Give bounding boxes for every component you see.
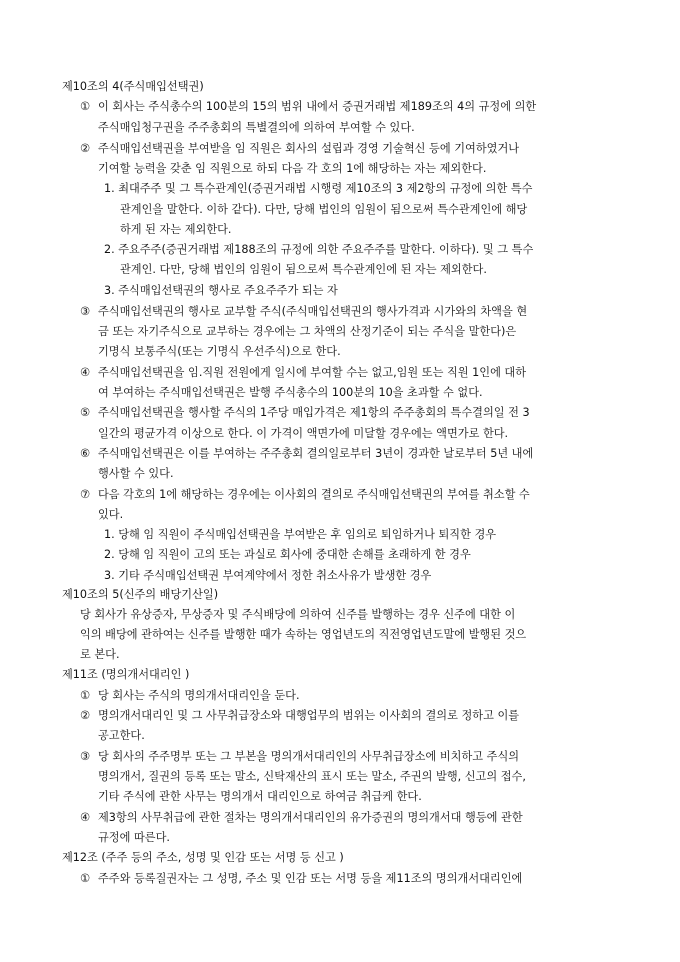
list-item: 관계인. 다만, 당해 법인의 임원이 됨으로써 특수관계인에 된 자는 제외한다. — [120, 263, 487, 276]
article-body-line: 익의 배당에 관하여는 신주를 발행한 때가 속하는 영업년도의 직전영업년도말에 발행된 것으 — [80, 628, 527, 641]
paragraph-1-line: ① 이 회사는 주식총수의 100분의 15의 범위 내에서 증권거래법 제189조의 4의 규정에 의한 — [80, 100, 537, 113]
list-item: 2. 당해 임 직원이 고의 또는 과실로 회사에 중대한 손해를 초래하게 한 경우 — [104, 548, 471, 561]
article-body-line: 로 본다. — [80, 648, 120, 661]
paragraph-marker: ④ — [80, 811, 91, 824]
paragraph-4-line: 규정에 따른다. — [98, 831, 170, 844]
paragraph-3-line: ③ 당 회사의 주주명부 또는 그 부본을 명의개서대리인의 사무취급장소에 비치하고 주식의 — [80, 750, 520, 763]
paragraph-marker: ⑦ — [80, 488, 91, 501]
paragraph-marker: ① — [80, 872, 91, 885]
paragraph-1-line: 주식매입청구권을 주주총회의 특별결의에 의하여 부여할 수 있다. — [98, 121, 415, 134]
paragraph-marker: ② — [80, 142, 91, 155]
paragraph-marker: ④ — [80, 366, 91, 379]
article-10-4-title: 제10조의 4(주식매입선택권) — [62, 80, 204, 93]
paragraph-2-line: 기여할 능력을 갖춘 임 직원으로 하되 다음 각 호의 1에 해당하는 자는 제외한다. — [98, 162, 487, 175]
paragraph-6-line: ⑥ 주식매입선택권은 이를 부여하는 주주총회 결의일로부터 3년이 경과한 날로부터 5년 내에 — [80, 447, 534, 460]
paragraph-3-line: 금 또는 자기주식으로 교부하는 경우에는 그 차액의 산정기준이 되는 주식을 말한다)은 — [98, 325, 517, 338]
paragraph-7-line: 있다. — [98, 508, 124, 521]
paragraph-3-line: 기타 주식에 관한 사무는 명의개서 대리인으로 하여금 취급케 한다. — [98, 790, 422, 803]
paragraph-marker: ⑥ — [80, 447, 91, 460]
paragraph-3-line: 명의개서, 질권의 등록 또는 말소, 신탁재산의 표시 또는 말소, 주권의 발행, 신고의 접수, — [98, 770, 526, 783]
article-12-title: 제12조 (주주 등의 주소, 성명 및 인감 또는 서명 등 신고 ) — [62, 851, 344, 864]
list-item: 3. 기타 주식매입선택권 부여계약에서 정한 취소사유가 발생한 경우 — [104, 569, 432, 582]
paragraph-marker: ③ — [80, 305, 91, 318]
paragraph-4-line: 여 부여하는 주식매입선택권은 발행 주식총수의 100분의 10을 초과할 수 없다. — [98, 386, 483, 399]
paragraph-7-line: ⑦ 다음 각호의 1에 해당하는 경우에는 이사회의 결의로 주식매입선택권의 부여를 취소할 수 — [80, 488, 530, 501]
article-10-5-title: 제10조의 5(신주의 배당기산일) — [62, 588, 219, 601]
article-11-title: 제11조 (명의개서대리인 ) — [62, 668, 190, 681]
list-item: 2. 주요주주(증권거래법 제188조의 규정에 의한 주요주주를 말한다. 이하다). 및 그 특수 — [104, 243, 534, 256]
paragraph-marker: ③ — [80, 750, 91, 763]
list-item: 하게 된 자는 제외한다. — [120, 223, 232, 236]
list-item: 3. 주식매입선택권의 행사로 주요주주가 되는 자 — [104, 284, 338, 297]
paragraph-marker: ① — [80, 689, 91, 702]
paragraph-4-line: ④ 제3항의 사무취급에 관한 절차는 명의개서대리인의 유가증권의 명의개서대 행등에 관한 — [80, 811, 523, 824]
paragraph-2-line: ② 명의개서대리인 및 그 사무취급장소와 대행업무의 범위는 이사회의 결의로 정하고 이를 — [80, 709, 520, 722]
paragraph-1-line: ① 당 회사는 주식의 명의개서대리인을 둔다. — [80, 689, 300, 702]
paragraph-marker: ② — [80, 709, 91, 722]
paragraph-3-line: 기명식 보통주식(또는 기명식 우선주식)으로 한다. — [98, 345, 341, 358]
paragraph-4-line: ④ 주식매입선택권을 임.직원 전원에게 일시에 부여할 수는 없고,임원 또는 직원 1인에 대하 — [80, 366, 527, 379]
list-item: 1. 최대주주 및 그 특수관계인(증권거래법 시행령 제10조의 3 제2항의 규정에 의한 특수 — [104, 182, 533, 195]
paragraph-6-line: 행사할 수 있다. — [98, 467, 174, 480]
paragraph-2-line: 공고한다. — [98, 729, 145, 742]
article-body-line: 당 회사가 유상증자, 무상증자 및 주식배당에 의하여 신주를 발행하는 경우 신주에 대한 이 — [80, 608, 516, 621]
paragraph-5-line: ⑤ 주식매입선택권을 행사할 주식의 1주당 매입가격은 제1항의 주주총회의 특수결의일 전 3 — [80, 406, 530, 419]
paragraph-3-line: ③ 주식매입선택권의 행사로 교부할 주식(주식매입선택권의 행사가격과 시가와의 차액을 현 — [80, 305, 528, 318]
paragraph-1-line: ① 주주와 등록질권자는 그 성명, 주소 및 인감 또는 서명 등을 제11조의 명의개서대리인에 — [80, 872, 523, 885]
paragraph-2-line: ② 주식매입선택권을 부여받을 임 직원은 회사의 설립과 경영 기술혁신 등에 기여하였거나 — [80, 142, 520, 155]
list-item: 1. 당해 임 직원이 주식매입선택권을 부여받은 후 임의로 퇴임하거나 퇴직한 경우 — [104, 528, 497, 541]
paragraph-5-line: 일간의 평균가격 이상으로 한다. 이 가격이 액면가에 미달할 경우에는 액면가로 한다. — [98, 427, 509, 440]
paragraph-marker: ⑤ — [80, 406, 91, 419]
paragraph-marker: ① — [80, 100, 91, 113]
list-item: 관계인을 말한다. 이하 같다). 다만, 당해 법인의 임원이 됨으로써 특수관계인에 해당 — [120, 203, 528, 216]
